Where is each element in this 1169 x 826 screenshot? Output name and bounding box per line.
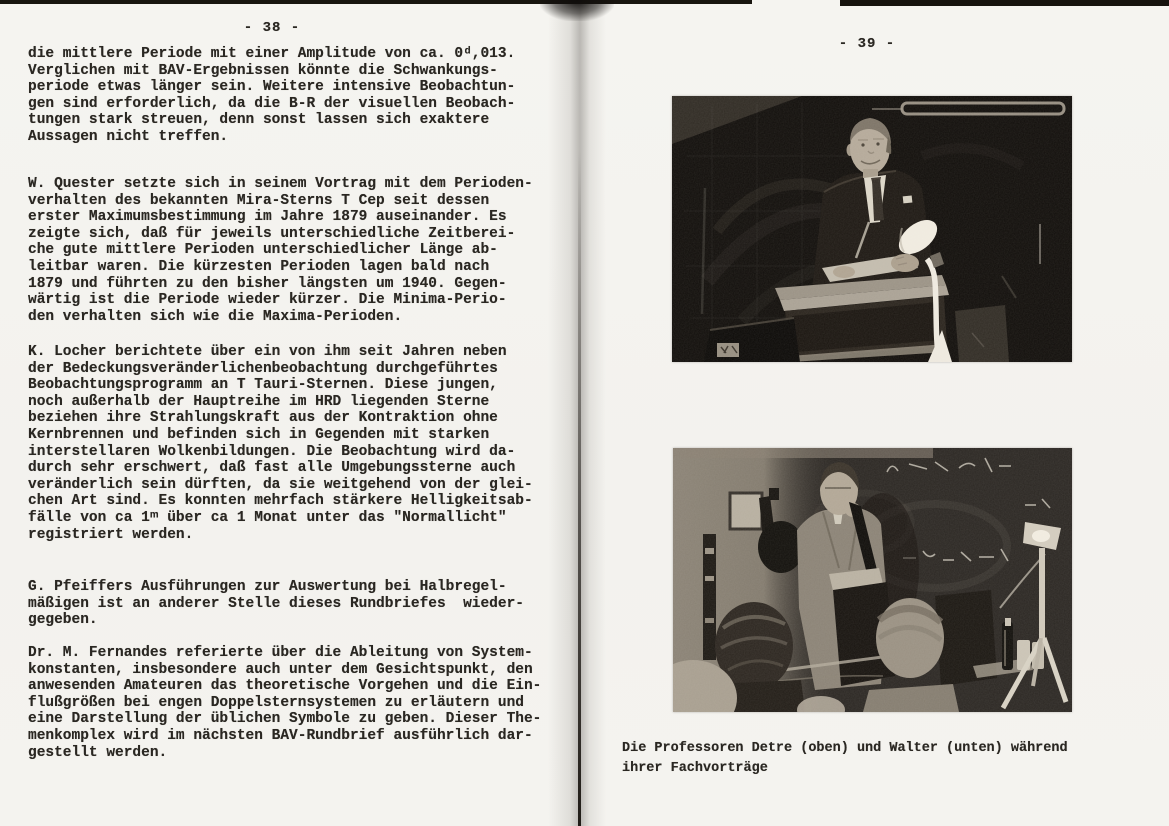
text-line: Verglichen mit BAV-Ergebnissen könnte die Schwankungs- (28, 62, 498, 79)
photo-caption (622, 739, 1068, 779)
photo-professor-walter (673, 448, 1072, 712)
text-line: verhalten des bekannten Mira-Sterns T Cep seit dessen (28, 192, 490, 209)
photo-grain (672, 96, 1072, 362)
text-line: che gute mittlere Perioden unterschiedlicher Länge ab- (28, 242, 498, 259)
left-page (0, 0, 580, 826)
paragraph-amplitude (28, 46, 515, 146)
text-line: interstellaren Wolkenbildungen. Die Beobachtung wird da- (28, 443, 516, 460)
text-line: mäßigen ist an anderer Stelle dieses Rundbriefes wieder- (28, 595, 524, 612)
text-line: W. Quester setzte sich in seinem Vortrag mit dem Perioden- (28, 176, 533, 192)
text-line: chen Art sind. Es konnten mehrfach stärkere Helligkeitsab- (28, 493, 533, 510)
text-line: veränderlich sein dürften, da sie weitgehend von der glei- (28, 476, 533, 493)
text-line: wärtig ist die Periode wieder kürzer. Die Minima-Perio- (28, 292, 507, 309)
text-line: G. Pfeiffers Ausführungen zur Auswertung bei Halbregel- (28, 579, 507, 595)
binding-crease-line (578, 150, 581, 826)
text-line: fälle von ca 1ᵐ über ca 1 Monat unter das "Normallicht" (28, 509, 507, 526)
page-number-right: - 39 - (838, 36, 896, 52)
text-line: Aussagen nicht treffen. (28, 128, 229, 145)
text-line: anwesenden Amateuren das theoretische Vorgehen und die Ein- (28, 678, 542, 695)
paragraph-locher-t-tauri (28, 344, 533, 543)
photo-grain (673, 448, 1072, 712)
text-line: Dr. M. Fernandes referierte über die Ableitung von System- (28, 645, 533, 661)
text-line: menkomplex wird im nächsten BAV-Rundbrief ausführlich dar- (28, 727, 533, 744)
text-line: beziehen ihre Strahlungskraft aus der Kontraktion ohne (28, 410, 498, 427)
caption-line: Die Professoren Detre (oben) und Walter (unten) während (622, 741, 1068, 756)
text-line: zeigte sich, daß für jeweils unterschiedliche Zeitberei- (28, 225, 516, 242)
text-line: gestellt werden. (28, 744, 168, 761)
text-line: gen sind erforderlich, da die B-R der visuellen Beobach- (28, 95, 516, 112)
text-line: Kernbrennen und befinden sich in Gegenden mit starken (28, 426, 490, 443)
text-line: der Bedeckungsveränderlichenbeobachtung durchgeführtes (28, 360, 498, 377)
text-line: registriert werden. (28, 526, 194, 543)
text-line: flußgrößen bei engen Doppelsternsystemen zu erläutern und (28, 694, 524, 711)
text-line: konstanten, insbesondere auch unter dem Gesichtspunkt, den (28, 661, 533, 678)
text-line: periode etwas länger sein. Weitere intensive Beobachtun- (28, 79, 516, 96)
page-number-left: - 38 - (243, 20, 301, 36)
text-line: noch außerhalb der Hauptreihe im HRD liegenden Sterne (28, 393, 490, 410)
right-page (580, 0, 1169, 826)
text-line: den verhalten sich wie die Maxima-Perioden. (28, 308, 403, 325)
text-line: 1879 und führten zu den bisher längsten um 1940. Gegen- (28, 275, 507, 292)
photo-walter-graphic (673, 448, 1072, 712)
text-line: durch sehr erschwert, daß fast alle Umgebungssterne auch (28, 460, 516, 477)
text-line: eine Darstellung der üblichen Symbole zu geben. Dieser The- (28, 711, 542, 728)
caption-line: ihrer Fachvorträge (622, 761, 768, 776)
text-line: Beobachtungsprogramm an T Tauri-Sternen. Diese jungen, (28, 377, 498, 394)
text-line: erster Maximumsbestimmung im Jahre 1879 auseinander. Es (28, 209, 507, 226)
text-line: K. Locher berichtete über ein von ihm seit Jahren neben (28, 344, 507, 360)
paragraph-quester-t-cep (28, 176, 533, 325)
photo-detre-graphic (672, 96, 1072, 362)
binding-top-shadow (540, 0, 614, 21)
text-line: die mittlere Periode mit einer Amplitude von ca. 0ᵈ,013. (28, 46, 516, 62)
photo-professor-detre (672, 96, 1072, 362)
text-line: gegeben. (28, 612, 98, 629)
text-line: tungen stark streuen, denn sonst lassen sich exaktere (28, 112, 490, 129)
paragraph-fernandes (28, 645, 541, 761)
binding-gutter-shadow (548, 0, 606, 826)
text-line: leitbar waren. Die kürzesten Perioden lagen bald nach (28, 258, 490, 275)
paragraph-pfeiffer (28, 579, 524, 629)
